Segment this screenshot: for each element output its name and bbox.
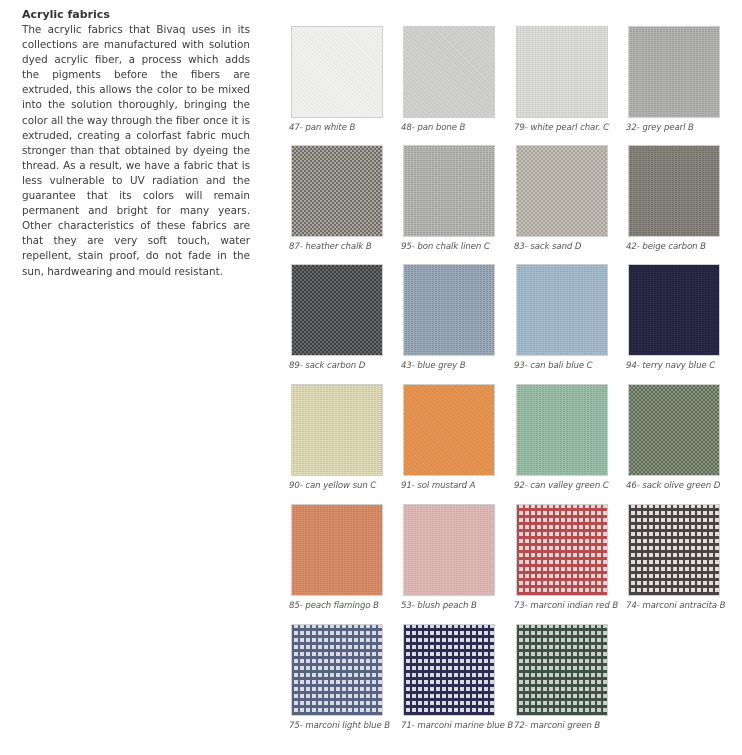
- fabric-swatch-label: 95- bon chalk linen C: [401, 242, 490, 252]
- fabric-swatch-label: 91- sol mustard A: [401, 481, 476, 491]
- fabric-swatch-item: [626, 26, 738, 144]
- fabric-swatch-label: 87- heather chalk B: [289, 242, 372, 252]
- fabric-swatch-label: 93- can bali blue C: [514, 361, 593, 371]
- intro-body: The acrylic fabrics that Bivaq uses in its collections are manufactured with solution dyed acrylic fiber, a process which adds the pigments before the fibers are extruded, this allows the color to be mixed into the solution thoroughly, bringing the color all the way through the fiber once it is extruded, creating a colorfast fabric much stronger than that obtained by dyeing the thread. As a result, we have a fabric that is less vulnerable to UV radiation and the guarantee that its colors will remain permanent and bright for many years. Other characteristics of these fabrics are that they are very soft touch, water repellent, stain proof, do not fade in the sun, hardwearing and mould resistant.: [22, 24, 250, 278]
- fabric-swatch-label: 90- can yellow sun C: [289, 481, 377, 491]
- fabric-swatch-image: [291, 264, 383, 356]
- fabric-swatch-image: [291, 624, 383, 716]
- fabric-swatch-label: 73- marconi indian red B: [514, 601, 619, 611]
- fabric-swatch-label: 94- terry navy blue C: [626, 361, 716, 371]
- fabric-swatch-image: [403, 26, 495, 118]
- fabric-swatch-label: 92- can valley green C: [514, 481, 609, 491]
- fabric-swatch-item: [514, 145, 626, 263]
- fabric-swatch-item: [401, 384, 513, 502]
- fabric-swatch-image: [516, 624, 608, 716]
- fabric-swatch-label: 32- grey pearl B: [626, 123, 694, 133]
- fabric-swatch-image: [628, 264, 720, 356]
- fabric-swatch-item: [626, 384, 738, 502]
- fabric-swatch-item: [289, 624, 401, 742]
- fabric-swatch-item: [514, 264, 626, 382]
- fabric-swatch-image: [628, 145, 720, 237]
- fabric-swatch-label: 72- marconi green B: [514, 721, 601, 731]
- fabric-swatch-image: [516, 145, 608, 237]
- fabric-swatch-image: [291, 384, 383, 476]
- fabric-swatch-item: [514, 624, 626, 742]
- fabric-swatch-image: [516, 264, 608, 356]
- fabric-swatch-item: [514, 384, 626, 502]
- fabric-swatch-label: 43- blue grey B: [401, 361, 466, 371]
- fabric-swatch-image: [516, 384, 608, 476]
- fabric-swatch-image: [628, 26, 720, 118]
- fabric-swatch-item: [401, 26, 513, 144]
- fabric-swatch-item: [514, 26, 626, 144]
- fabric-swatch-item: [626, 504, 738, 622]
- fabric-swatch-image: [403, 624, 495, 716]
- fabric-swatch-image: [628, 384, 720, 476]
- fabric-swatch-image: [291, 504, 383, 596]
- fabric-swatch-item: [626, 264, 738, 382]
- fabric-swatch-image: [291, 26, 383, 118]
- fabric-swatch-image: [403, 384, 495, 476]
- intro-title: Acrylic fabrics: [22, 8, 110, 21]
- fabric-swatch-item: [289, 26, 401, 144]
- fabric-swatch-image: [628, 504, 720, 596]
- fabric-swatch-image: [403, 145, 495, 237]
- fabric-swatch-item: [401, 624, 513, 742]
- fabric-swatch-image: [516, 26, 608, 118]
- fabric-swatch-label: 47- pan white B: [289, 123, 356, 133]
- fabric-swatch-label: 89- sack carbon D: [289, 361, 366, 371]
- fabric-swatch-label: 53- blush peach B: [401, 601, 477, 611]
- fabric-swatch-label: 74- marconi antracita B: [626, 601, 726, 611]
- fabric-swatch-item: [401, 264, 513, 382]
- fabric-swatch-label: 83- sack sand D: [514, 242, 582, 252]
- fabric-swatch-image: [403, 504, 495, 596]
- fabric-swatch-image: [291, 145, 383, 237]
- fabric-swatch-label: 85- peach flamingo B: [289, 601, 379, 611]
- fabric-swatch-image: [403, 264, 495, 356]
- fabric-swatch-item: [289, 384, 401, 502]
- fabric-swatch-item: [289, 264, 401, 382]
- fabric-swatch-item: [401, 145, 513, 263]
- fabric-swatch-label: 46- sack olive green D: [626, 481, 721, 491]
- fabric-swatch-label: 79- white pearl char. C: [514, 123, 610, 133]
- fabric-swatch-item: [401, 504, 513, 622]
- fabric-swatch-item: [289, 504, 401, 622]
- fabric-swatch-item: [514, 504, 626, 622]
- fabric-swatch-image: [516, 504, 608, 596]
- fabric-swatch-label: 71- marconi marine blue B: [401, 721, 514, 731]
- fabric-swatch-label: 75- marconi light blue B: [289, 721, 391, 731]
- fabric-swatch-label: 48- pan bone B: [401, 123, 466, 133]
- fabric-swatch-item: [289, 145, 401, 263]
- fabric-swatch-label: 42- beige carbon B: [626, 242, 706, 252]
- fabric-swatch-item: [626, 145, 738, 263]
